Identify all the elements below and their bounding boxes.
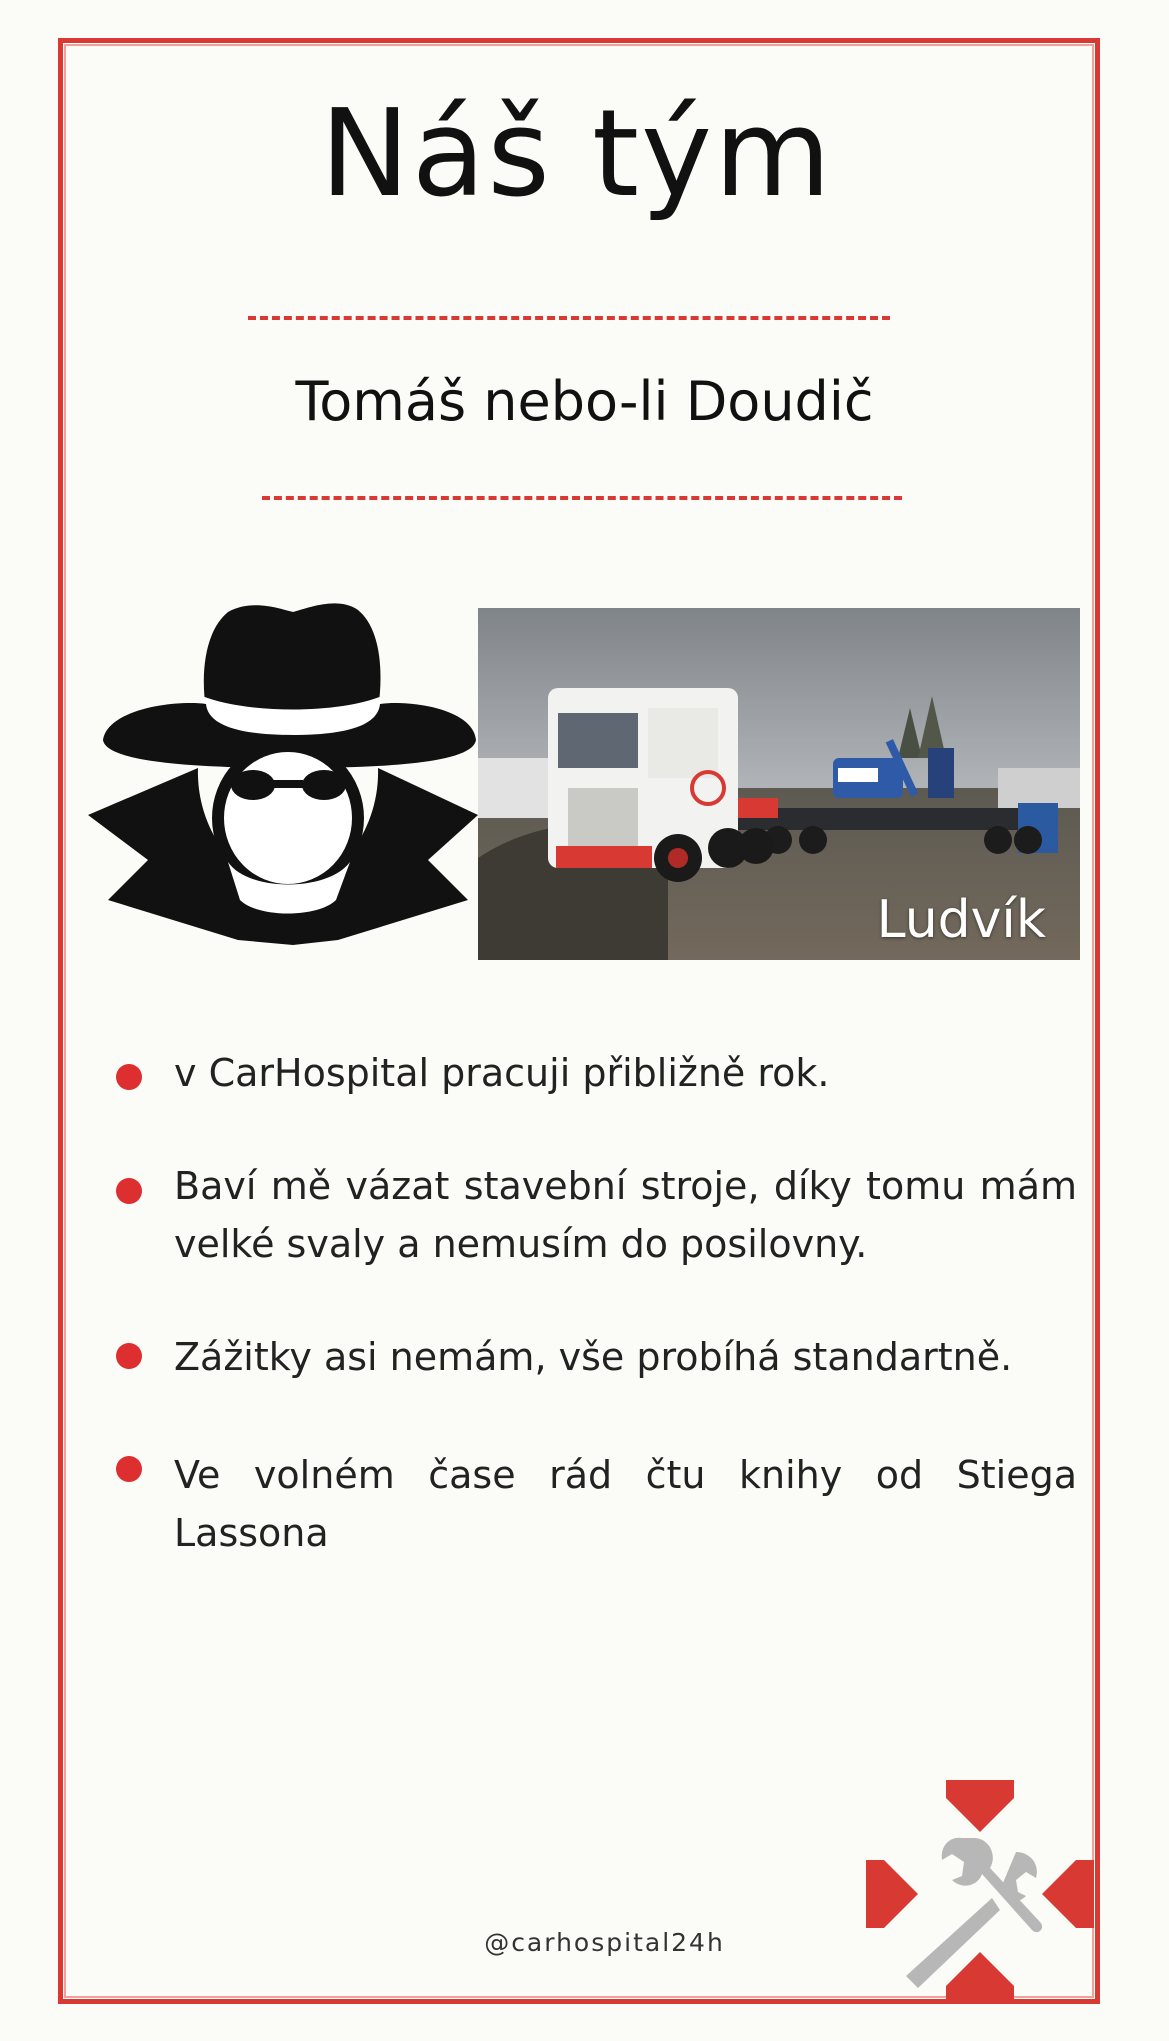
bullet-dot (116, 1343, 142, 1369)
spy-silhouette-icon (88, 600, 478, 945)
list-item: Baví mě vázat stavební stroje, díky tomu mám velké svaly a nemusím do posilovny. (174, 1164, 1077, 1266)
page-border-inner (64, 44, 1094, 1998)
list-item: Ve volném čase rád čtu knihy od Stiega Lassona (174, 1453, 1077, 1555)
member-name: Tomáš nebo-li Doudič (295, 370, 874, 433)
divider-bottom (262, 496, 902, 500)
divider-top (248, 316, 890, 320)
list-item: Zážitky asi nemám, vše probíhá standartně. (174, 1335, 1013, 1379)
photo-caption: Ludvík (876, 890, 1046, 950)
carhospital-logo-icon (866, 1780, 1094, 2004)
social-handle: @carhospital24h (484, 1928, 725, 1957)
bullet-dot (116, 1178, 142, 1204)
team-photo (478, 608, 1080, 960)
page-title: Náš tým (320, 85, 833, 224)
bullet-dot (116, 1064, 142, 1090)
bullet-dot (116, 1456, 142, 1482)
list-item: v CarHospital pracuji přibližně rok. (174, 1051, 830, 1095)
